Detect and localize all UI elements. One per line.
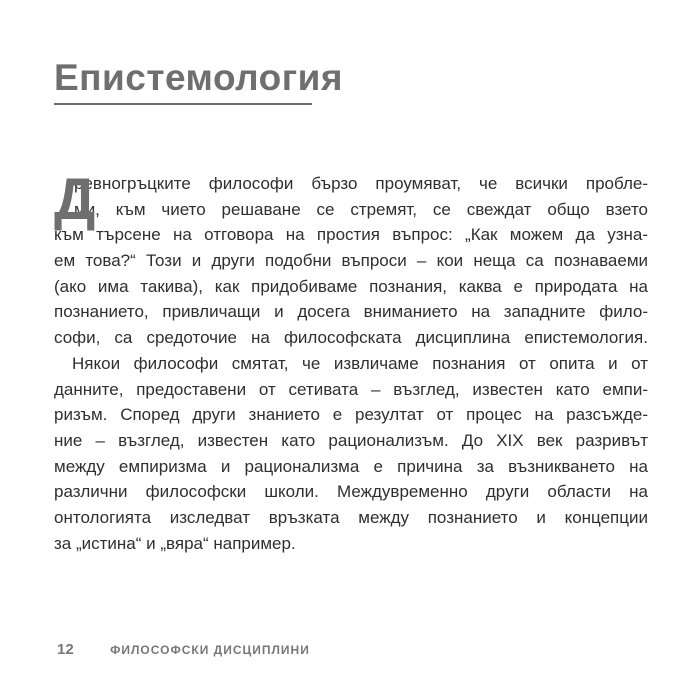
text-line: ревногръцките философи бързо проумяват, че всички пробле- <box>74 174 648 193</box>
text-line: различни философски школи. Междувременно други области на <box>54 482 648 502</box>
text-line: (ако има такива), как придобиваме познания, каква е природата на <box>54 276 648 296</box>
text-line: онтологията изследват връзката между познанието и концепции <box>54 507 648 527</box>
text-line: Някои философи смятат, че извличаме познания от опита и от <box>72 353 648 373</box>
page-footer <box>57 640 310 660</box>
body-text <box>54 167 648 556</box>
text-line: познанието, привличащи и досега вниманието на западните фило- <box>54 302 648 322</box>
title-underline <box>54 103 312 105</box>
text-line: за „истина“ и „вяра“ например. <box>54 533 296 553</box>
text-line: данните, предоставени от сетивата – възглед, известен като емпи- <box>54 379 648 399</box>
page-title: Епистемология <box>54 57 343 98</box>
text-line: ризъм. Според други знанието е резултат от процес на разсъжде- <box>54 405 648 425</box>
text-line: към търсене на отговора на простия въпрос: „Как можем да узна- <box>54 225 648 245</box>
text-line: ем това?“ Този и други подобни въпроси – кои неща са познаваеми <box>54 251 648 271</box>
page-number: 12 <box>57 641 74 658</box>
text-line: ние – възглед, известен като рационализъм. До XIX век разривът <box>54 430 648 450</box>
paragraph-1 <box>54 167 648 351</box>
running-footer-title: ФИЛОСОФСКИ ДИСЦИПЛИНИ <box>110 643 310 657</box>
drop-cap: Д <box>54 167 96 232</box>
text-line: между емпиризма и рационализма е причина за възникването на <box>54 456 648 476</box>
chapter-heading <box>54 56 343 105</box>
text-line: софи, са средоточие на философската дисциплина епистемология. <box>54 328 648 348</box>
text-line: ми, към чието решаване се стремят, се свеждат общо взето <box>74 199 648 219</box>
paragraph-2 <box>54 351 648 557</box>
